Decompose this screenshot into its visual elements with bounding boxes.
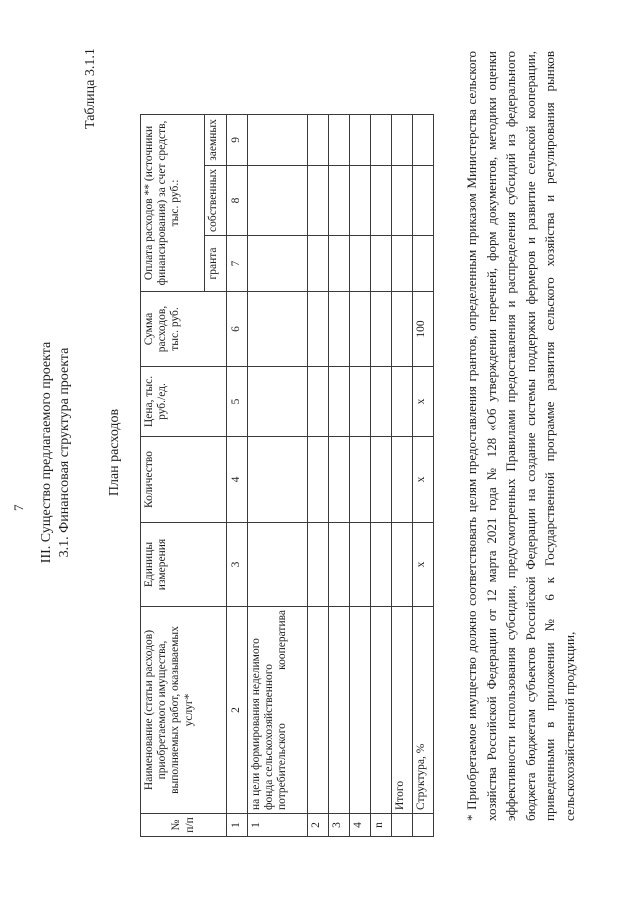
- row-unit: [392, 523, 413, 607]
- row-price: х: [413, 367, 434, 437]
- row-name: на цели формирования неделимого фонда сельскохозяйственного потребительского кооператива: [248, 607, 308, 814]
- col-number: 7: [227, 236, 248, 292]
- row-grant: [350, 236, 371, 292]
- row-unit: х: [413, 523, 434, 607]
- table-row: [350, 114, 371, 836]
- header-grant: гранта: [205, 236, 227, 292]
- row-grant: [371, 236, 392, 292]
- row-sum: [392, 292, 413, 367]
- row-num: 2: [308, 814, 329, 837]
- row-qty: [392, 437, 413, 523]
- row-unit: [308, 523, 329, 607]
- row-loan: [392, 114, 413, 165]
- row-own: [350, 165, 371, 235]
- header-num: № п/п: [141, 814, 227, 837]
- table-label: Таблица 3.1.1: [83, 48, 98, 129]
- row-price: [329, 367, 350, 437]
- row-loan: [308, 114, 329, 165]
- row-grant: [329, 236, 350, 292]
- column-number-row: [227, 114, 248, 836]
- col-number: 9: [227, 114, 248, 165]
- row-loan: [350, 114, 371, 165]
- row-qty: [248, 437, 308, 523]
- row-own: [248, 165, 308, 235]
- col-number: 5: [227, 367, 248, 437]
- expense-plan-table: [140, 114, 434, 837]
- row-qty: [329, 437, 350, 523]
- header-own: собственных: [205, 165, 227, 235]
- row-loan: [248, 114, 308, 165]
- row-name: Итого: [392, 607, 413, 814]
- header-payment: Оплата расходов ** (источники финансирования) за счет средств, тыс. руб.:: [141, 114, 205, 291]
- row-unit: [248, 523, 308, 607]
- row-grant: [392, 236, 413, 292]
- col-number: 2: [227, 607, 248, 814]
- row-num: 3: [329, 814, 350, 837]
- row-loan: [329, 114, 350, 165]
- section-title: III. Существо предлагаемого проекта: [39, 341, 54, 564]
- footnote: * Приобретаемое имущество должно соответствовать целям предоставления грантов, определенным приказом Министерства сельского хозяйства Российской Федерации от 12 марта 2021 года № 128 «Об утверждении перечней, форм документов, методики оценки эффективности использования субсидии, предусмотренных Правилами предоставления и распределения субсидий из федерального бюджета бюджетам субъектов Российской Федерации на создание системы поддержки фермеров и развитие сельской кооперации, приведенными в приложении № 6 к Государственной программе развития сельского хозяйства и регулирования рынков сельскохозяйственной продукции,: [464, 51, 577, 821]
- header-row: [141, 114, 205, 836]
- plan-title: План расходов: [107, 408, 122, 497]
- col-number: 8: [227, 165, 248, 235]
- row-unit: [329, 523, 350, 607]
- subsection-title: 3.1. Финансовая структура проекта: [57, 347, 72, 558]
- row-loan: [371, 114, 392, 165]
- row-sum: [308, 292, 329, 367]
- row-name: [308, 607, 329, 814]
- row-sum: 100: [413, 292, 434, 367]
- row-sum: [371, 292, 392, 367]
- row-price: [371, 367, 392, 437]
- row-grant: [308, 236, 329, 292]
- row-qty: [308, 437, 329, 523]
- row-own: [308, 165, 329, 235]
- header-price: Цена, тыс. руб./ед.: [141, 367, 227, 437]
- row-price: [308, 367, 329, 437]
- col-number: 4: [227, 437, 248, 523]
- table-row: [308, 114, 329, 836]
- row-loan: [413, 114, 434, 165]
- header-sum: Сумма расходов, тыс. руб.: [141, 292, 227, 367]
- row-price: [392, 367, 413, 437]
- row-num: 1: [248, 814, 308, 837]
- row-own: [413, 165, 434, 235]
- row-num: n: [371, 814, 392, 837]
- row-qty: [371, 437, 392, 523]
- row-own: [392, 165, 413, 235]
- header-name: Наименование (статьи расходов) приобретаемого имущества, выполняемых работ, оказываемых услуг*: [141, 607, 227, 814]
- row-sum: [329, 292, 350, 367]
- row-own: [371, 165, 392, 235]
- header-qty: Количество: [141, 437, 227, 523]
- row-qty: х: [413, 437, 434, 523]
- row-num: [392, 814, 413, 837]
- row-price: [248, 367, 308, 437]
- row-unit: [350, 523, 371, 607]
- row-own: [329, 165, 350, 235]
- table-row-structure: [413, 114, 434, 836]
- row-price: [350, 367, 371, 437]
- row-qty: [350, 437, 371, 523]
- row-num: 4: [350, 814, 371, 837]
- header-loan: заемных: [205, 114, 227, 165]
- row-name: [350, 607, 371, 814]
- table-row-total: [392, 114, 413, 836]
- row-grant: [413, 236, 434, 292]
- table-row: [329, 114, 350, 836]
- header-unit: Единицы измерения: [141, 523, 227, 607]
- row-sum: [248, 292, 308, 367]
- row-num: [413, 814, 434, 837]
- table-row: [371, 114, 392, 836]
- page-number: 7: [11, 504, 26, 511]
- col-number: 6: [227, 292, 248, 367]
- row-name: [329, 607, 350, 814]
- row-name: Структура, %: [413, 607, 434, 814]
- row-unit: [371, 523, 392, 607]
- row-name: [371, 607, 392, 814]
- col-number: 3: [227, 523, 248, 607]
- row-sum: [350, 292, 371, 367]
- row-grant: [248, 236, 308, 292]
- col-number: 1: [227, 814, 248, 837]
- table-row: [248, 114, 308, 836]
